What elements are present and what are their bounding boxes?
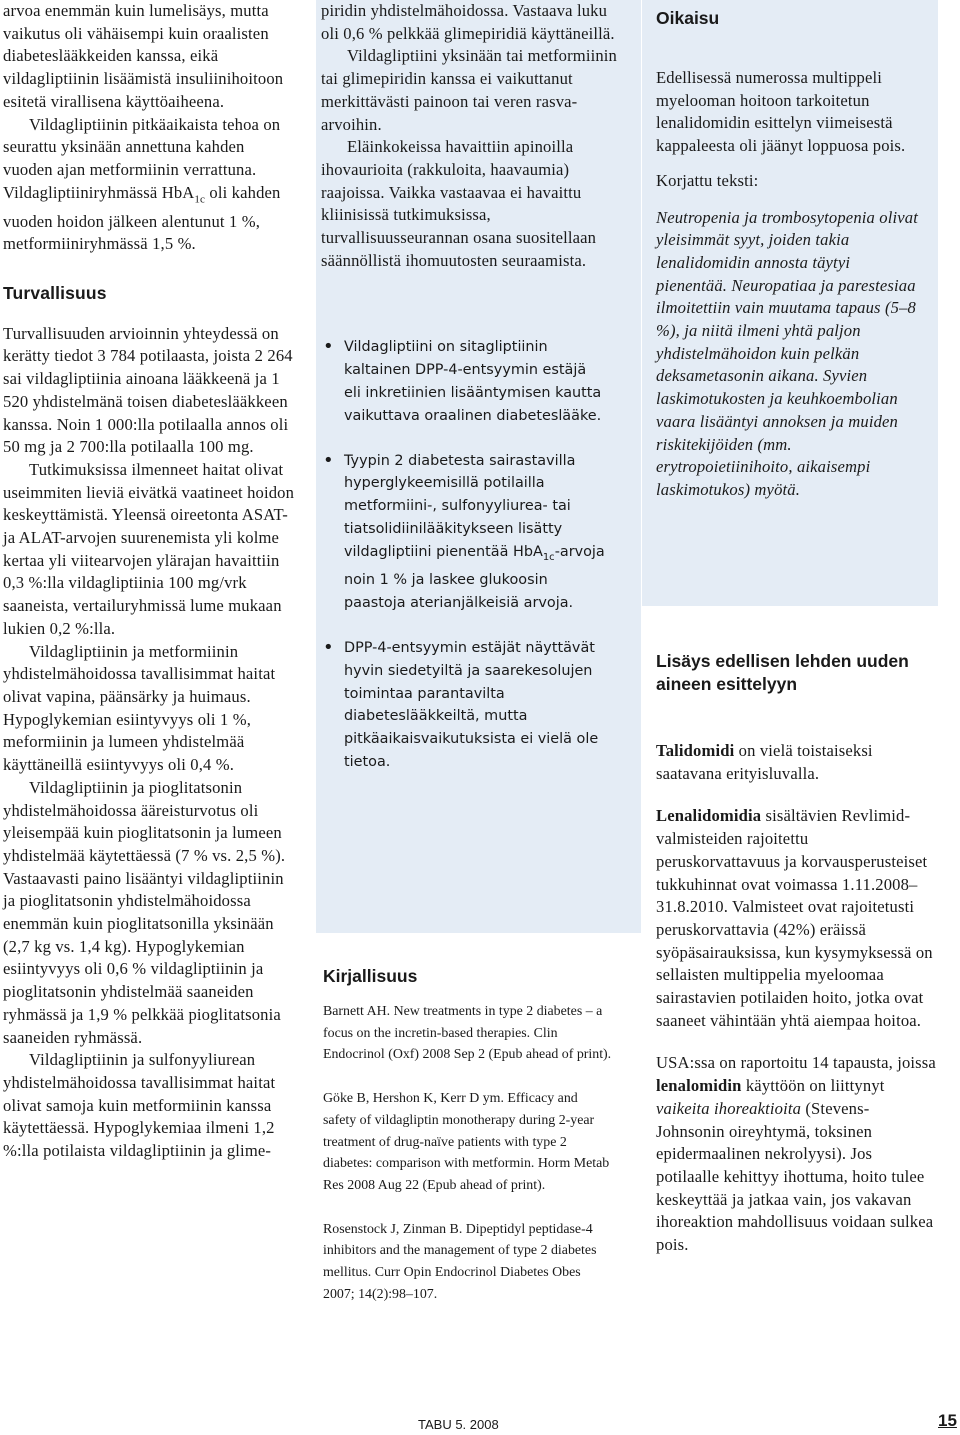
paragraph: Vildagliptiinin ja metformiinin yhdistelmähoidossa tavallisimmat haitat olivat vapina, päänsärky ja huimaus. Hypoglykemian esiintyvyys oli 1 %, meformiinin ja lumeen yhdistelmää käyttäneillä esiintyvyys oli 0,4 %. bbox=[3, 641, 276, 775]
section-heading-lisays: Lisäys edellisen lehden uuden aineen esittelyyn bbox=[656, 651, 909, 694]
bullet-icon: • bbox=[323, 336, 334, 358]
paragraph: Vildagliptiinin ja sulfonyyliurean yhdistelmähoidossa tavallisimmat haitat olivat samoja kuin metformiinin kanssa käytettäessä. Hypoglykemiaa ilmeni 1,2 %:lla potilaista vildagliptiinin ja glime- bbox=[3, 1050, 276, 1161]
paragraph: Vildagliptiinin ja pioglitatsonin yhdistelmähoidossa ääreisturvotus oli yleisempää kuin pioglitatsonin ja lumeen yhdistelmää käytettäessä (7 % vs. 2,5 %). Vastaavasti paino lisääntyi vildagliptiinin ja pioglitatsonin yhdistelmähoidossa enemmän kuin pioglitatsonilla yksinään (2,7 kg vs. 1,4 kg). Hypoglykemian esiintyvyys oli 0,6 % vildagliptiinin ja pioglitatsonin yhdistelmää saaneiden ryhmässä ja 1,9 % pelkkää pioglitatsonia saaneiden ryhmässä. bbox=[3, 777, 286, 1047]
paragraph: arvoa enemmän kuin lumelisäys, mutta vaikutus oli vähäisempi kuin oraalisten diabeteslääkkeiden kanssa, eikä vildagliptiinin lisäämistä insuliinihoitoon esitetä virallisena käyttöaiheena. bbox=[3, 1, 284, 111]
paragraph: Lenalidomidia sisältävien Revlimid-valmisteiden rajoitettu peruskorvattavuus ja korvausperusteiset tukkuhinnat ovat voimassa 1.11.2008–31.8.2010. Valmisteet ovat rajoitetusti peruskorvattavia (42%) eräissä syöpäsairauksissa, kun kysymyksessä on sellaisten multippelia myeloomaa sairastavien potilaiden hoito, jotka ovat saaneet vähintään yhtä aiempaa hoitoa. bbox=[656, 806, 933, 1030]
column-2 bbox=[321, 0, 627, 1302]
paragraph: Vildagliptiinin pitkäaikaista tehoa on seurattu yksinään annettuna kahden vuoden ajan metformiinin verrattuna. Vildagliptiiniryhmässä HbA$_{1c}$ oli kahden vuoden hoidon jälkeen alentunut 1 %, metformiiniryhmässä 1,5 %. bbox=[3, 114, 281, 254]
bullet-icon: • bbox=[323, 637, 334, 659]
corrected-text: Neutropenia ja trombosytopenia olivat yleisimmät syyt, joiden takia lenalidomidin annosta täytyi pienentää. Neuropatiaa ja parestesiaa ilmoitettiin vain muutama tapaus (5–8 %), ja niitä ilmeni yhtä paljon yhdistelmähoidon kuin pelkän deksametasonin aikana. Syvien laskimotukosten ja keuhkoembolian vaara lisääntyi annoksen ja muiden riskitekijöiden (mm. erytropoietiinihoito, aikaisempi laskimotukos) myötä. bbox=[656, 207, 918, 499]
page-number: 15 bbox=[938, 1411, 957, 1430]
list-item: • DPP-4-entsyymin estäjät näyttävät hyvin siedetyiltä ja saarekesolujen toimintaa parantavilta diabeteslääkkeiltä, mutta pitkäaikaisvaikutuksista ei vielä ole tietoa. bbox=[323, 637, 599, 771]
paragraph: Turvallisuuden arvioinnin yhteydessä on kerätty tiedot 3 784 potilaasta, joista 2 264 sai vildagliptiinia ainoana lääkkeenä ja 1 520 yhdistelmänä toisen diabeteslääkkeen kanssa. Noin 1 000:lla potilaalla annos oli 50 mg ja 2 700:lla potilaalla 100 mg. bbox=[3, 323, 293, 457]
reference: Barnett AH. New treatments in type 2 diabetes – a focus on the incretin-based therapies. Clin Endocrinol (Oxf) 2008 Sep 2 (Epub ahead of print). bbox=[323, 1004, 612, 1063]
list-item: • Tyypin 2 diabetesta sairastavilla hyperglykeemisillä potilailla metformiini-, sulfonyyliurea- tai tiatsolidiinilääkitykseen lisätty vildagliptiini pienentää HbA$_{1c}$-arvoja noin 1 % ja laskee glukoosin paastoja aterianjälkeisiä arvoja. bbox=[323, 449, 605, 612]
section-heading-kirjallisuus: Kirjallisuus bbox=[323, 966, 418, 986]
paragraph: Edellisessä numerossa multippeli myelooman hoitoon tarkoitetun lenalidomidin esittelyn viimeisestä kappaleesta oli jäänyt loppuosa pois. bbox=[656, 68, 906, 156]
paragraph: Talidomidi on vielä toistaiseksi saatavana erityisluvalla. bbox=[656, 741, 873, 783]
column-1 bbox=[3, 0, 298, 1163]
paragraph: Eläinkokeissa havaittiin apinoilla ihovaurioita (rakkuloita, haavaumia) raajoissa. Vaikka vastaavaa ei havaittu kliinisissä tutkimuksissa, turvallisuusseurannan osana suositellaan säännöllistä ihomuutosten seuraamista. bbox=[321, 137, 597, 270]
reference: Göke B, Hershon K, Kerr D ym. Efficacy and safety of vildagliptin monotherapy during 2-year treatment of drug-naïve patients with type 2 diabetes: comparison with metformin. Horm Metab Res 2008 Aug 22 (Epub ahead of print). bbox=[323, 1091, 610, 1193]
paragraph: Vildagliptiini yksinään tai metformiinin tai glimepiridin kanssa ei vaikuttanut merkittävästi painoon tai veren rasva-arvoihin. bbox=[321, 46, 618, 134]
paragraph: Tutkimuksissa ilmenneet haitat olivat useimmiten lieviä eivätkä vaatineet hoidon keskeyttämistä. Yleensä oireetonta ASAT- ja ALAT-arvojen suurenemista yli kolme kertaa yli viitearvojen ylärajan havaittiin 0,3 %:lla vildagliptiinia 100 mg/vrk saaneista, vertailuryhmissä lume mukaan lukien 0,2 %:lla. bbox=[3, 459, 295, 638]
section-heading-turvallisuus: Turvallisuus bbox=[3, 283, 107, 304]
paragraph: piridin yhdistelmähoidossa. Vastaava luku oli 0,6 % pelkkää glimepiridiä käyttäneillä. bbox=[321, 1, 615, 43]
bullet-icon: • bbox=[323, 449, 334, 471]
column-3 bbox=[642, 0, 938, 1255]
journal-footer: TABU 5. 2008 bbox=[418, 1417, 499, 1432]
reference: Rosenstock J, Zinman B. Dipeptidyl peptidase-4 inhibitors and the management of type 2 diabetes mellitus. Curr Opin Endocrinol Diabetes Obes 2007; 14(2):98–107. bbox=[323, 1221, 597, 1302]
box-heading-oikaisu: Oikaisu bbox=[656, 8, 720, 28]
paragraph: USA:ssa on raportoitu 14 tapausta, joissa lenalomidin käyttöön on liittynyt vaikeita ihoreaktioita (Stevens-Johnsonin oireyhtymä, toksinen epidermaalinen nekrolyysi). Jos potilaalle kehittyy ihottuma, hoito tulee keskeyttää ja jatkaa vain, jos vakavan ihoreaktion mahdollisuus voidaan sulkea pois. bbox=[656, 1053, 936, 1255]
list-item: • Vildagliptiini on sitagliptiinin kaltainen DPP-4-entsyymin estäjä eli inkretiinien lisääntymisen kautta vaikuttava oraalinen diabeteslääke. bbox=[323, 336, 602, 424]
references bbox=[323, 1001, 613, 1305]
key-points-list bbox=[321, 336, 627, 773]
paragraph: Korjattu teksti: bbox=[656, 170, 759, 190]
